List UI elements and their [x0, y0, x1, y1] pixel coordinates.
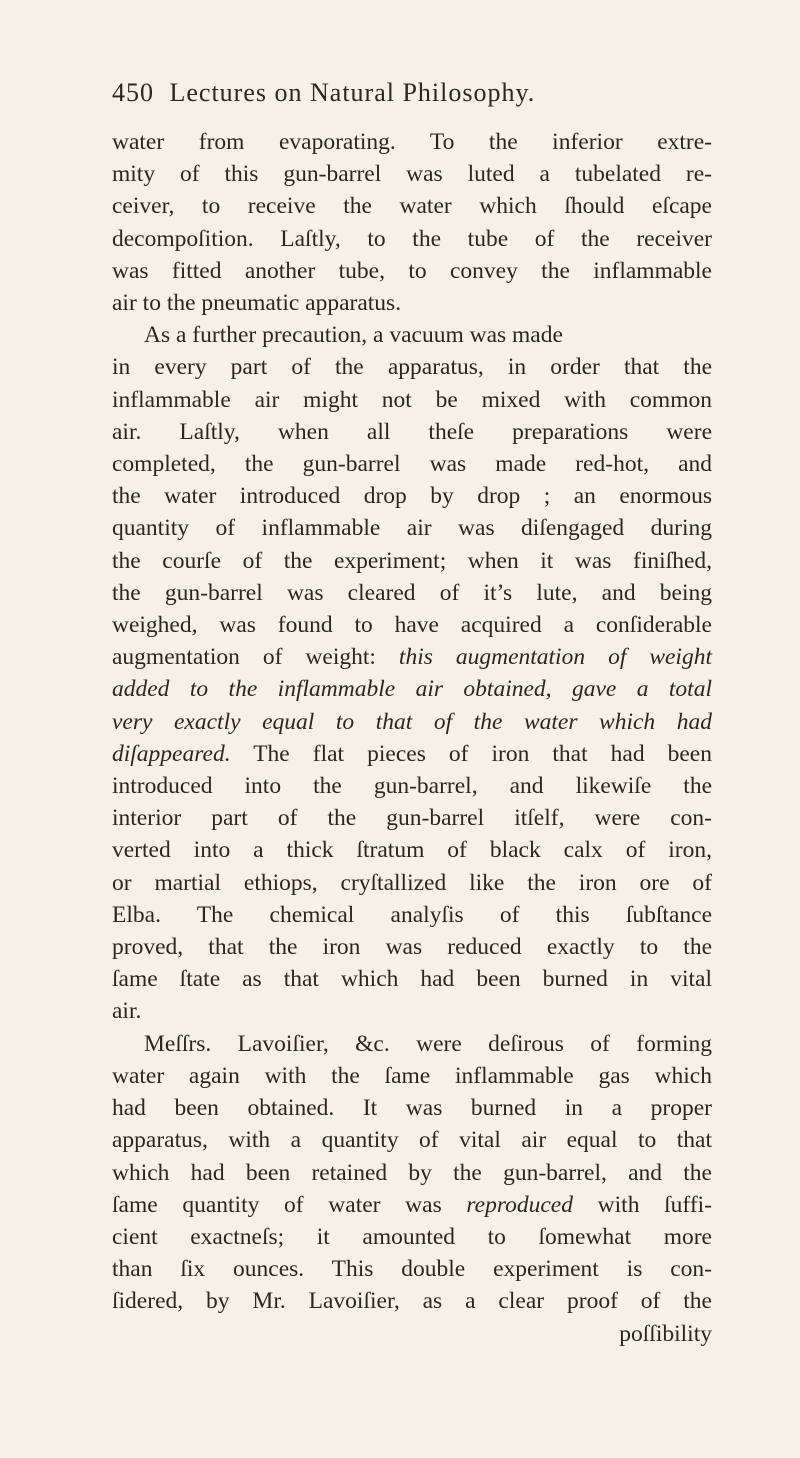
running-title: Lectures on Natural Philosophy.: [169, 78, 536, 107]
text-line: introduced into the gun-barrel, and likewiſe the: [112, 773, 712, 800]
text-line: was fitted another tube, to convey the inflammable: [112, 257, 712, 284]
text-line: had been obtained. It was burned in a proper: [112, 1095, 712, 1122]
text-line: the gun-barrel was cleared of it’s lute, and being: [112, 579, 712, 606]
text-line: poſſibility: [619, 1320, 712, 1347]
text-line: added to the inflammable air obtained, gave a total: [112, 676, 712, 703]
text-line: interior part of the gun-barrel itſelf, were con-: [112, 805, 712, 832]
text-line: ſame ſtate as that which had been burned in vital: [112, 966, 712, 993]
text-line: than ſix ounces. This double experiment is con-: [112, 1256, 712, 1283]
text-line: inflammable air might not be mixed with common: [112, 386, 712, 413]
text-line: air.: [112, 998, 142, 1025]
body-text: [112, 126, 712, 1350]
text-line: water from evaporating. To the inferior extre-: [112, 129, 712, 155]
text-line: Meſſrs. Lavoiſier, &c. were deſirous of forming: [144, 1030, 712, 1057]
text-line: proved, that the iron was reduced exactly to the: [112, 934, 712, 961]
text-line: ſidered, by Mr. Lavoiſier, as a clear proof of the: [112, 1288, 712, 1315]
running-header: [112, 78, 732, 108]
text-line: or martial ethiops, cryſtallized like the iron ore of: [112, 869, 712, 896]
text-line: air to the pneumatic apparatus.: [112, 290, 402, 317]
text-line: completed, the gun-barrel was made red-hot, and: [112, 451, 712, 478]
text-line: in every part of the apparatus, in order that the: [112, 354, 712, 381]
text-line: weighed, was found to have acquired a conſiderable: [112, 612, 712, 639]
text-line: verted into a thick ſtratum of black calx of iron,: [112, 837, 712, 864]
text-line: apparatus, with a quantity of vital air equal to that: [112, 1127, 712, 1154]
text-line: which had been retained by the gun-barrel, and the: [112, 1159, 712, 1186]
page-number: 450: [112, 78, 154, 107]
text-line: air. Laſtly, when all theſe preparations were: [112, 418, 712, 445]
text-line: the courſe of the experiment; when it was finiſhed,: [112, 547, 712, 574]
text-line: ſame quantity of water was reproduced with ſuffi-: [112, 1191, 713, 1218]
text-line: water again with the ſame inflammable gas which: [112, 1062, 712, 1089]
text-line: As a further precaution, a vacuum was made: [144, 322, 563, 349]
text-line: augmentation of weight: this augmentation of weight: [112, 644, 712, 671]
text-line: quantity of inflammable air was diſengaged during: [112, 515, 712, 542]
text-line: Elba. The chemical analyſis of this ſubſtance: [112, 901, 712, 928]
text-line: mity of this gun-barrel was luted a tubelated re-: [112, 161, 712, 188]
text-line: very exactly equal to that of the water which had: [112, 708, 712, 735]
text-line: ceiver, to receive the water which ſhould eſcape: [112, 193, 712, 220]
text-line: the water introduced drop by drop ; an enormous: [112, 483, 712, 510]
text-line: decompoſition. Laſtly, to the tube of the receiver: [112, 225, 712, 252]
text-line: diſappeared. The flat pieces of iron that had been: [112, 740, 712, 767]
text-line: cient exactneſs; it amounted to ſomewhat more: [112, 1223, 712, 1250]
